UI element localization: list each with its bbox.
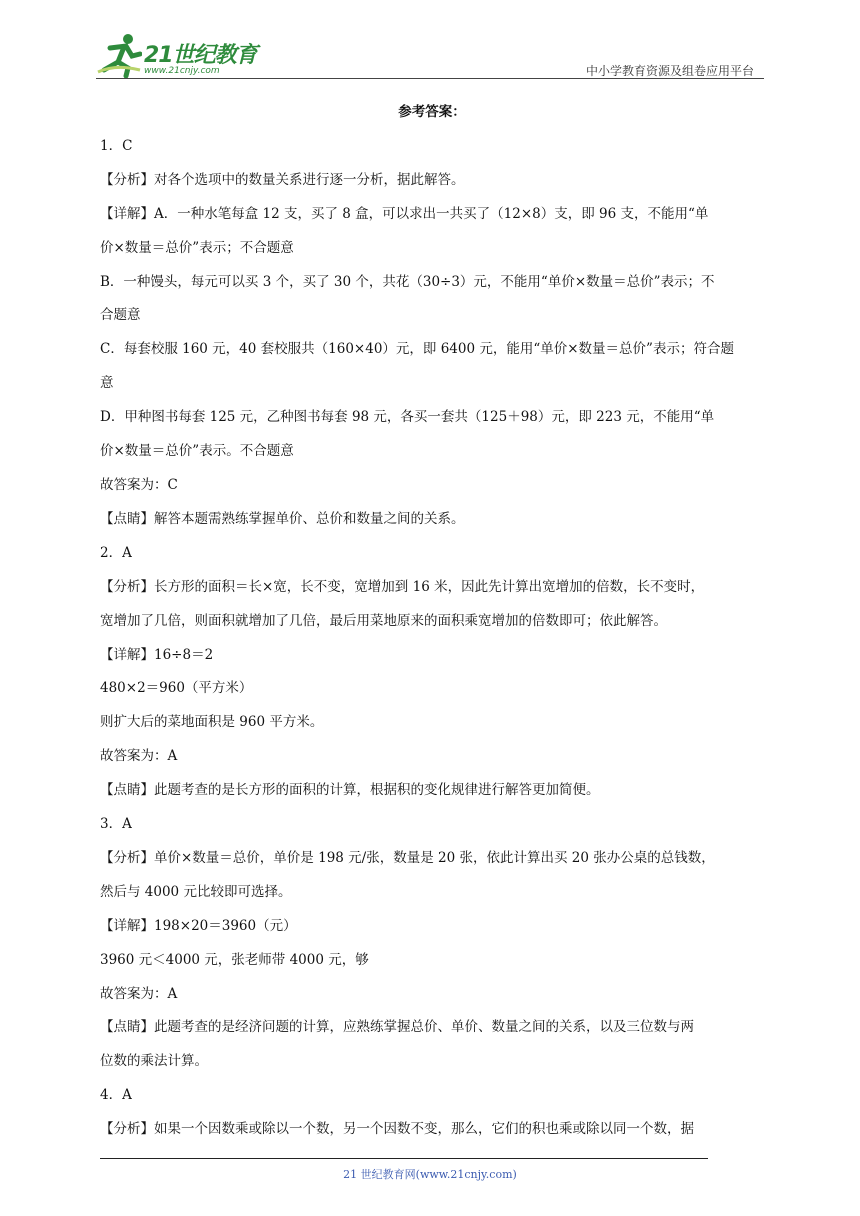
text-line: 【点睛】此题考查的是经济问题的计算，应熟练掌握总价、单价、数量之间的关系，以及三位数与两 [100, 1019, 694, 1036]
site-logo [96, 30, 266, 80]
text-line: 480×2＝960（平方米） [100, 680, 253, 697]
text-line: 【详解】A．一种水笔每盒 12 支，买了 8 盒，可以求出一共买了（12×8）支，即 96 支，不能用“单 [100, 205, 709, 222]
platform-title: 中小学教育资源及组卷应用平台 [585, 64, 754, 78]
text-line: B．一种馒头，每元可以买 3 个，买了 30 个，共花（30÷3）元，不能用“单价×数量＝总价”表示；不 [100, 273, 715, 290]
text-line: 然后与 4000 元比较即可选择。 [100, 883, 292, 900]
text-line: 故答案为：A [100, 748, 178, 765]
footer-divider [100, 1158, 708, 1159]
page-footer: 21 世纪教育网(www.21cnjy.com) [343, 1168, 517, 1181]
page-header [96, 30, 764, 80]
text-line: 1．C [100, 137, 133, 154]
text-line: 【点睛】此题考查的是长方形的面积的计算，根据积的变化规律进行解答更加简便。 [100, 782, 600, 799]
answer-content [100, 96, 764, 1147]
text-line: 价×数量＝总价”表示；不合题意 [100, 239, 294, 256]
logo-text: 21世纪教育 [144, 43, 257, 68]
page-title: 参考答案： [398, 104, 466, 120]
text-line: 合题意 [100, 307, 141, 324]
text-line: 4．A [100, 1087, 132, 1104]
header-divider [96, 78, 764, 79]
text-line: 【详解】16÷8＝2 [100, 646, 214, 663]
text-line: 故答案为：A [100, 985, 178, 1002]
text-line: 【分析】单价×数量＝总价，单价是 198 元/张，数量是 20 张，依此计算出买 20 张办公桌的总钱数， [100, 849, 715, 866]
text-line: C．每套校服 160 元，40 套校服共（160×40）元，即 6400 元，能用“单价×数量＝总价”表示；符合题 [100, 341, 734, 358]
text-line: 故答案为：C [100, 476, 178, 493]
text-line: 【分析】长方形的面积＝长×宽，长不变，宽增加到 16 米，因此先计算出宽增加的倍数，长不变时， [100, 578, 705, 595]
text-line: D．甲种图书每套 125 元，乙种图书每套 98 元，各买一套共（125＋98）元，即 223 元，不能用“单 [100, 409, 715, 426]
text-line: 【分析】对各个选项中的数量关系进行逐一分析，据此解答。 [100, 171, 465, 188]
text-line: 则扩大后的菜地面积是 960 平方米。 [100, 714, 324, 731]
text-line: 2．A [100, 544, 132, 561]
text-line: 位数的乘法计算。 [100, 1053, 208, 1070]
answer-lines [100, 130, 764, 1147]
logo-url: www.21cnjy.com [144, 66, 220, 76]
text-line: 【详解】198×20＝3960（元） [100, 917, 297, 934]
text-line: 宽增加了几倍，则面积就增加了几倍，最后用菜地原来的面积乘宽增加的倍数即可；依此解答。 [100, 612, 667, 629]
text-line: 【点睛】解答本题需熟练掌握单价、总价和数量之间的关系。 [100, 510, 465, 527]
text-line: 价×数量＝总价”表示。不合题意 [100, 443, 294, 460]
text-line: 【分析】如果一个因数乘或除以一个数，另一个因数不变，那么，它们的积也乘或除以同一个数，据 [100, 1121, 694, 1138]
text-line: 3．A [100, 816, 132, 833]
text-line: 意 [100, 375, 114, 392]
text-line: 3960 元＜4000 元，张老师带 4000 元，够 [100, 951, 369, 968]
runner-logo-icon [96, 32, 142, 78]
